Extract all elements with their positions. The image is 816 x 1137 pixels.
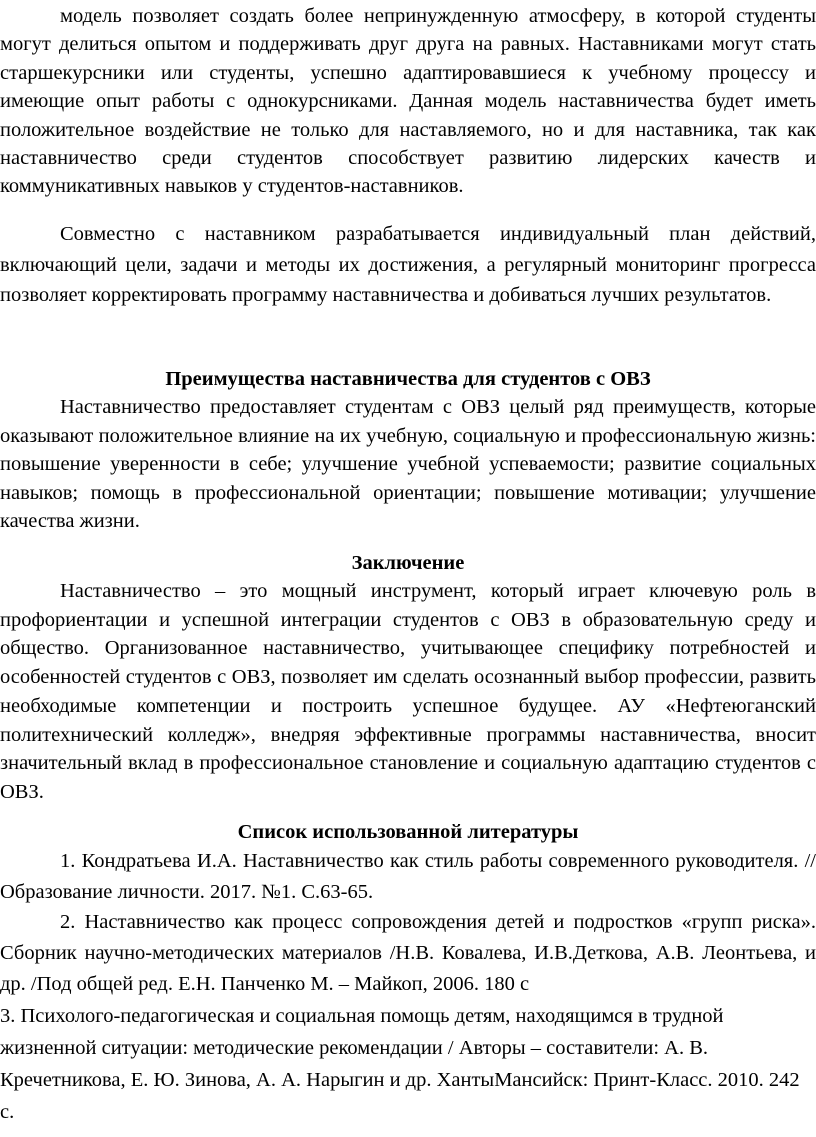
reference-item-1: 1. Кондратьева И.А. Наставничество как стиль работы современного руководителя. //Образование личности. 2017. №1. С.63-65. [0,850,816,903]
conclusion-heading: Заключение [351,552,465,574]
paragraph-mentor-model: модель позволяет создать более непринужденную атмосферу, в которой студенты могут делиться опытом и поддерживать друг друга на равных. Наставниками могут стать старшекурсники или студенты, успешно адаптировавшиеся к учебному процессу и имеющие опыт работы с однокурсниками. Данная модель наставничества будет иметь положительное воздействие не только для наставляемого, но и для наставника, так как наставничество среди студентов способствует развитию лидерских качеств и коммуникативных навыков у студентов-наставников. [0,5,816,198]
paragraph-advantages: Наставничество предоставляет студентам с ОВЗ целый ряд преимуществ, которые оказывают положительное влияние на их учебную, социальную и профессиональную жизнь: повышение уверенности в себе; улучшение учебной успеваемости; развитие социальных навыков; помощь в профессиональной ориентации; повышение мотивации; улучшение качества жизни. [0,396,816,533]
paragraph-conclusion: Наставничество – это мощный инструмент, который играет ключевую роль в профориентации и успешной интеграции студентов с ОВЗ в образовательную среду и общество. Организованное наставничество, учитывающее специфику потребностей и особенностей студентов с ОВЗ, позволяет им сделать осознанный выбор профессии, развить необходимые компетенции и построить успешное будущее. АУ «Нефтеюганский политехнический колледж», внедряя эффективные программы наставничества, вносит значительный вклад в профессиональное становление и социальную адаптацию студентов с ОВЗ. [0,580,816,803]
references-heading: Список использованной литературы [237,821,579,843]
paragraph-action-plan: Совместно с наставником разрабатывается индивидуальный план действий, включающий цели, задачи и методы их достижения, а регулярный мониторинг прогресса позволяет корректировать программу наставничества и добиваться лучших результатов. [0,223,816,306]
reference-item-2: 2. Наставничество как процесс сопровождения детей и подростков «групп риска». Сборник научно-методических материалов /Н.В. Ковалева, И.В.Деткова, А.В. Леонтьева, и др. /Под общей ред. Е.Н. Панченко М. – Майкоп, 2006. 180 с [0,911,816,995]
reference-item-3: 3. Психолого-педагогическая и социальная помощь детям, находящимся в трудной жизненной ситуации: методические рекомендации / Авторы – составители: А. В. Кречетникова, Е. Ю. Зинова, А. А. Нарыгин и др. ХантыМансийск: Принт-Класс. 2010. 242 с. [0,1005,800,1123]
advantages-heading: Преимущества наставничества для студентов с ОВЗ [165,368,651,390]
